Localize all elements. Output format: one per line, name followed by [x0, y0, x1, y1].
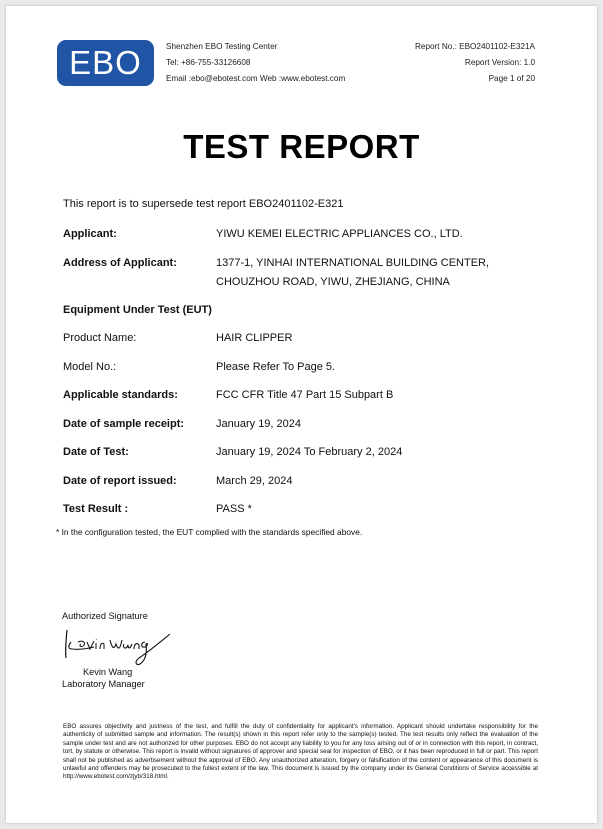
handwritten-signature: [60, 620, 180, 670]
report-number: Report No.: EBO2401102-E321A: [414, 42, 535, 51]
field-value: Please Refer To Page 5.: [216, 361, 336, 373]
signatory-name: Kevin Wang: [83, 667, 133, 677]
field-value: YIWU KEMEI ELECTRIC APPLIANCES CO., LTD.: [216, 228, 463, 240]
company-name: Shenzhen EBO Testing Center: [166, 42, 278, 51]
company-email-web: Email :ebo@ebotest.com Web :www.ebotest.com: [166, 74, 346, 83]
field-label: Applicable standards:: [63, 389, 178, 401]
compliance-note: * In the configuration tested, the EUT complied with the standards specified above.: [56, 527, 363, 537]
ebo-logo: [57, 40, 154, 86]
field-value: FCC CFR Title 47 Part 15 Subpart B: [216, 389, 394, 401]
page-number: Page 1 of 20: [488, 74, 535, 83]
field-label: Applicant:: [63, 228, 117, 240]
field-value: 1377-1, YINHAI INTERNATIONAL BUILDING CENTER,: [216, 257, 490, 269]
signature-heading: Authorized Signature: [62, 611, 148, 621]
field-label: Product Name:: [63, 332, 137, 344]
logo-text: EBO: [69, 44, 142, 81]
field-label: Date of Test:: [63, 446, 129, 458]
field-label: Date of sample receipt:: [63, 418, 185, 430]
field-value-line2: CHOUZHOU ROAD, YIWU, ZHEJIANG, CHINA: [216, 276, 450, 288]
field-value: January 19, 2024: [216, 418, 302, 430]
field-label: Test Result :: [63, 503, 129, 515]
field-label: Model No.:: [63, 361, 117, 373]
field-value: PASS *: [216, 503, 252, 515]
section-heading: Equipment Under Test (EUT): [63, 304, 212, 316]
supersede-note: This report is to supersede test report EBO2401102-E321: [63, 198, 344, 210]
report-title: TEST REPORT: [183, 128, 420, 165]
field-value: March 29, 2024: [216, 475, 293, 487]
field-value: HAIR CLIPPER: [216, 332, 293, 344]
signatory-role: Laboratory Manager: [62, 679, 145, 689]
legal-disclaimer: EBO assures objectivity and justness of the test, and fulfill the duty of confidentiality for applicant's information. Applicant should undertake responsibility for the authenticity of submitted sample and information. The result(s) shown in this report refer only to the sample(s) tested. The test results only reflect the evaluation of the sample under test and are not authorized for other purposes. EBO do not accept any liability to you for any loss arising out of or in connection with this report, in contract, tort, by statute or otherwise. This report is invalid without signatures of approver and special seal for inspection of EBO, or it has been reproduced in full or part. This report shall not be published as advertisement without the approval of EBO. Any unauthorized alteration, forgery or falsification of the content or appearance of this document is unlawful and offenders may be prosecuted to the fullest extent of the law. This document is issued by the company under its General Conditions of Service accessible at http://www.ebotest.com/zjyb/318.html.: [63, 723, 538, 781]
field-value: January 19, 2024 To February 2, 2024: [216, 446, 403, 458]
company-tel: Tel: +86-755-33126608: [166, 58, 251, 67]
field-label: Address of Applicant:: [63, 257, 177, 269]
report-meta-block: [415, 39, 535, 87]
report-version: Report Version: 1.0: [464, 58, 535, 67]
field-label: Date of report issued:: [63, 475, 177, 487]
company-contact-block: [166, 39, 345, 87]
